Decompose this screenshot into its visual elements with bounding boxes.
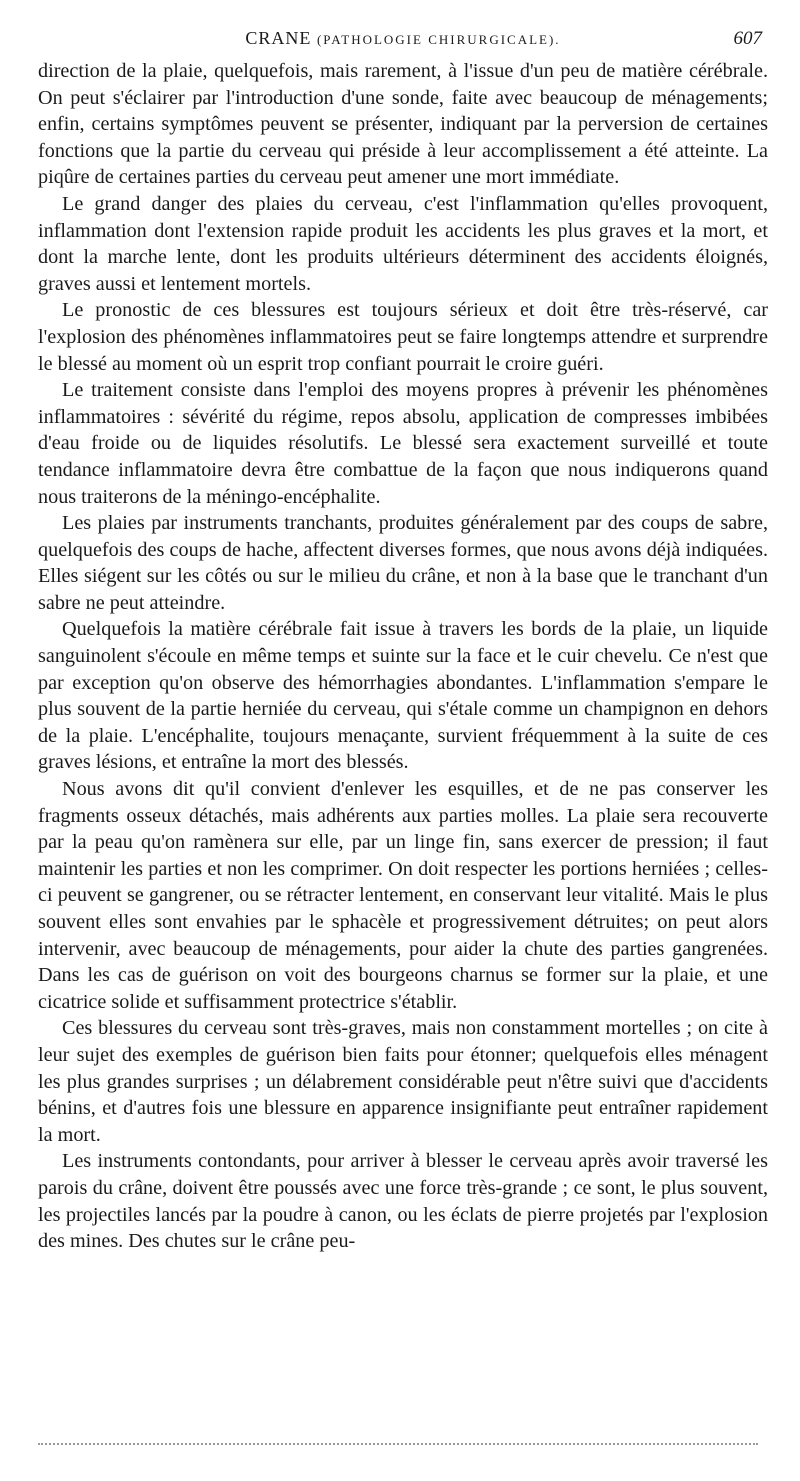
paragraph-6: Quelquefois la matière cérébrale fait issue à travers les bords de la plaie, un liquide sanguinolent s'écoule en même temps et suinte sur la face et le cuir chevelu. Ce n'est que par exception qu'on observe des hémorrhagies abondantes. L'inflammation s'empare le plus souvent de la partie herniée du cerveau, qui s'étale comme un champignon en dehors de la plaie. L'encéphalite, toujours menaçante, survient fréquemment à la suite de ces graves lésions, et entraîne la mort des blessés. [38,618,768,774]
running-header [38,28,768,58]
paragraph-4: Le traitement consiste dans l'emploi des moyens propres à prévenir les phénomènes inflammatoires : sévérité du régime, repos absolu, application de compresses imbibées d'eau froide ou de liquides résolutifs. Le blessé sera exactement surveillé et toute tendance inflammatoire devra être combattue de la façon que nous indiquerons quand nous traiterons de la méningo-encéphalite. [38,379,768,508]
paragraph-3: Le pronostic de ces blessures est toujours sérieux et doit être très-réservé, car l'explosion des phénomènes inflammatoires peut se faire longtemps attendre et surprendre le blessé au moment où un esprit trop confiant pourrait le croire guéri. [38,299,768,375]
paragraph-2: Le grand danger des plaies du cerveau, c'est l'inflammation qu'elles provoquent, inflammation dont l'extension rapide produit les accidents les plus graves et la mort, et dont la marche lente, dont les produits ultérieurs déterminent des accidents éloignés, graves aussi et lentement mortels. [38,192,768,295]
paragraph-8: Ces blessures du cerveau sont très-graves, mais non constamment mortelles ; on cite à leur sujet des exemples de guérison bien faits pour étonner; quelquefois elles ménagent les plus grandes surprises ; un délabrement considérable peut n'être suivi que d'accidents bénins, et d'autres fois une blessure en apparence insignifiante peut entraîner rapidement la mort. [38,1017,768,1146]
header-title: CRANE [245,28,312,48]
paragraph-1: direction de la plaie, quelquefois, mais rarement, à l'issue d'un peu de matière cérébrale. On peut s'éclairer par l'introduction d'une sonde, faite avec beaucoup de ménagements; enfin, certains symptômes peuvent se présenter, indiquant par la perversion de certaines fonctions que la partie du cerveau qui préside à leur accomplissement a été atteinte. La piqûre de certaines parties du cerveau peut amener une mort immédiate. [38,60,768,189]
paragraph-7: Nous avons dit qu'il convient d'enlever les esquilles, et de ne pas conserver les fragments osseux détachés, mais adhérents aux parties molles. La plaie sera recouverte par la peau qu'on ramènera sur elle, par un linge fin, sans exercer de pression; il faut maintenir les parties et non les comprimer. On doit respecter les portions herniées ; celles-ci peuvent se gangrener, ou se rétracter lentement, en conservant leur vitalité. Mais le plus souvent elles sont envahies par le sphacèle et progressivement détruites; on peut alors intervenir, avec beaucoup de ménagements, pour aider la chute des parties gangrenées. Dans les cas de guérison on voit des bourgeons charnus se former sur la plaie, et une cicatrice solide et suffisamment protectrice s'établir. [38,778,768,1013]
paragraph-5: Les plaies par instruments tranchants, produites généralement par des coups de sabre, quelquefois des coups de hache, affectent diverses formes, que nous avons déjà indiquées. Elles siégent sur les côtés ou sur le milieu du crâne, et non à la base que le tranchant d'un sabre ne peut atteindre. [38,512,768,614]
footer-divider [38,1443,758,1445]
page [38,28,768,1255]
page-number: 607 [733,28,762,49]
running-title [38,28,768,49]
body-text [38,58,768,1255]
paragraph-9: Les instruments contondants, pour arriver à blesser le cerveau après avoir traversé les parois du crâne, doivent être poussés avec une force très-grande ; ce sont, le plus souvent, les projectiles lancés par la poudre à canon, ou les éclats de pierre projetés par l'explosion des mines. Des chutes sur le crâne peu- [38,1150,768,1253]
header-subtitle: (PATHOLOGIE CHIRURGICALE). [316,32,561,47]
